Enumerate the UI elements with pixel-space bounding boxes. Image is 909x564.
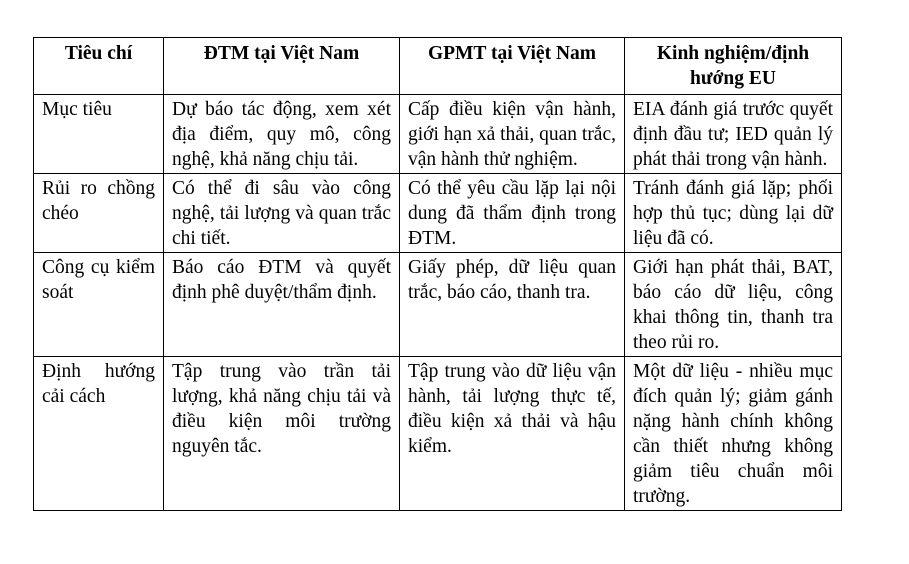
cell-eia-vietnam: Báo cáo ĐTM và quyết định phê duyệt/thẩm định. [164,253,400,357]
cell-criteria: Công cụ kiểm soát [34,253,164,357]
table-row [34,253,842,357]
header-env-permit-vietnam: GPMT tại Việt Nam [400,38,625,95]
cell-eu-experience: Một dữ liệu - nhiều mục đích quản lý; giảm gánh nặng hành chính không cần thiết nhưng không giảm tiêu chuẩn môi trường. [625,357,842,511]
cell-criteria: Mục tiêu [34,95,164,174]
table-header-row [34,38,842,95]
cell-criteria: Định hướng cải cách [34,357,164,511]
cell-eu-experience: Tránh đánh giá lặp; phối hợp thủ tục; dùng lại dữ liệu đã có. [625,174,842,253]
table-row [34,357,842,511]
table-row [34,174,842,253]
cell-eia-vietnam: Tập trung vào trần tải lượng, khả năng chịu tải và điều kiện môi trường nguyên tắc. [164,357,400,511]
cell-eia-vietnam: Dự báo tác động, xem xét địa điểm, quy mô, công nghệ, khả năng chịu tải. [164,95,400,174]
cell-eu-experience: EIA đánh giá trước quyết định đầu tư; IED quản lý phát thải trong vận hành. [625,95,842,174]
header-criteria: Tiêu chí [34,38,164,95]
cell-env-permit-vietnam: Có thể yêu cầu lặp lại nội dung đã thẩm định trong ĐTM. [400,174,625,253]
cell-env-permit-vietnam: Cấp điều kiện vận hành, giới hạn xả thải, quan trắc, vận hành thử nghiệm. [400,95,625,174]
cell-env-permit-vietnam: Giấy phép, dữ liệu quan trắc, báo cáo, thanh tra. [400,253,625,357]
cell-criteria: Rủi ro chồng chéo [34,174,164,253]
cell-eia-vietnam: Có thể đi sâu vào công nghệ, tải lượng và quan trắc chi tiết. [164,174,400,253]
header-eu-experience: Kinh nghiệm/định hướng EU [625,38,842,95]
cell-env-permit-vietnam: Tập trung vào dữ liệu vận hành, tải lượng thực tế, điều kiện xả thải và hậu kiểm. [400,357,625,511]
comparison-table [33,37,842,511]
table-row [34,95,842,174]
cell-eu-experience: Giới hạn phát thải, BAT, báo cáo dữ liệu, công khai thông tin, thanh tra theo rủi ro. [625,253,842,357]
header-eia-vietnam: ĐTM tại Việt Nam [164,38,400,95]
